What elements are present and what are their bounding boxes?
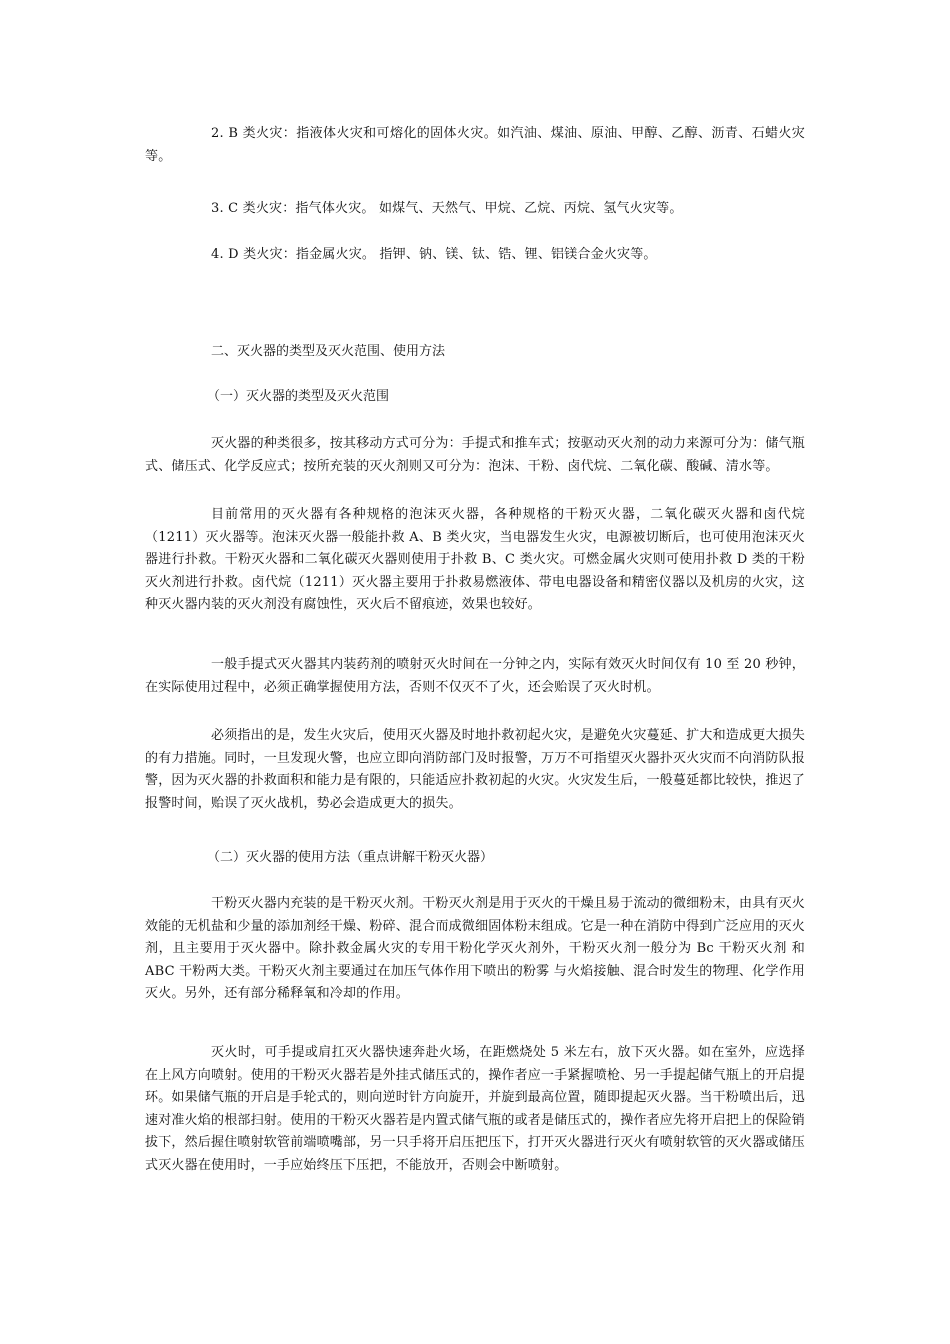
usage-method-paragraph: 灭火时，可手提或肩扛灭火器快速奔赴火场，在距燃烧处 5 米左右，放下灭火器。如在室外，应选择在上风方向喷射。使用的干粉灭火器若是外挂式储压式的，操作者应一手紧握喷枪、另一手提起储气瓶上的开启提环。如果储气瓶的开启是手轮式的，则向逆时针方向旋开，并旋到最高位置，随即提起灭火器。当干粉喷出后，迅速对准火焰的根部扫射。使用的干粉灭火器若是内置式储气瓶的或者是储压式的，操作者应先将开启把上的保险销拔下，然后握住喷射软管前端喷嘴部，另一只手将开启压把压下，打开灭火器进行灭火有喷射软管的灭火器或储压式灭火器在使用时，一手应始终压下压把，不能放开，否则会中断喷射。	[145, 1045, 806, 1173]
alarm-paragraph: 必须指出的是，发生火灾后，使用灭火器及时地扑救初起火灾，是避免火灾蔓延、扩大和造成更大损失的有力措施。同时，一旦发现火警，也应立即向消防部门及时报警，万万不可指望灭火器扑灭火灾而不向消防队报警，因为灭火器的扑救面积和能力是有限的，只能适应扑救初起的火灾。火灾发生后，一般蔓延都比较快，推迟了报警时间，贻误了灭火战机，势必会造成更大的损失。	[145, 728, 806, 811]
fire-class-d-paragraph: 4. D 类火灾：指金属火灾。 指钾、钠、镁、钛、锆、锂、铝镁合金火灾等。	[211, 247, 657, 262]
common-extinguishers-paragraph: 目前常用的灭火器有各种规格的泡沫灭火器，各种规格的干粉灭火器，二氧化碳灭火器和卤代烷（1211）灭火器等。泡沫灭火器一般能扑救 A、B 类火灾，当电器发生火灾，电源被切断后，也可使用泡沫灭火器进行扑救。干粉灭火器和二氧化碳灭火器则使用于扑救 B、C 类火灾。可燃金属火灾则可使用扑救 D 类的干粉灭火剂进行扑救。卤代烷（1211）灭火器主要用于扑救易燃液体、带电电器设备和精密仪器以及机房的火灾，这种灭火器内装的灭火剂没有腐蚀性，灭火后不留痕迹，效果也较好。	[145, 507, 805, 613]
subsection-1-heading: （一）灭火器的类型及灭火范围	[207, 389, 390, 404]
spray-time-paragraph: 一般手提式灭火器其内装药剂的喷射灭火时间在一分钟之内，实际有效灭火时间仅有 10 至 20 秒钟，在实际使用过程中，必须正确掌握使用方法，否则不仅灭不了火，还会贻误了灭火时机。	[145, 657, 805, 695]
section-2-heading: 二、灭火器的类型及灭火范围、使用方法	[211, 344, 446, 359]
subsection-2-heading: （二）灭火器的使用方法（重点讲解干粉灭火器）	[207, 850, 494, 865]
fire-class-c-paragraph: 3. C 类火灾：指气体火灾。 如煤气、天然气、甲烷、乙烷、丙烷、氢气火灾等。	[211, 201, 683, 216]
dry-powder-paragraph: 干粉灭火器内充装的是干粉灭火剂。干粉灭火剂是用于灭火的干燥且易于流动的微细粉末，由具有灭火效能的无机盐和少量的添加剂经干燥、粉碎、混合而成微细固体粉末组成。它是一种在消防中得到广泛应用的灭火剂，且主要用于灭火器中。除扑救金属火灾的专用干粉化学灭火剂外，干粉灭火剂一般分为 Bc 干粉灭火剂 和 ABC 干粉两大类。干粉灭火剂主要通过在加压气体作用下喷出的粉雾 与火焰接触、混合时发生的物理、化学作用灭火。另外，还有部分稀释氧和冷却的作用。	[145, 896, 806, 1002]
extinguisher-types-paragraph: 灭火器的种类很多，按其移动方式可分为：手提式和推车式；按驱动灭火剂的动力来源可分为：储气瓶式、储压式、化学反应式；按所充装的灭火剂则又可分为：泡沫、干粉、卤代烷、二氧化碳、酸碱、清水等。	[145, 436, 806, 474]
fire-class-b-paragraph: 2. B 类火灾：指液体火灾和可熔化的固体火灾。如汽油、煤油、原油、甲醇、乙醇、沥青、石蜡火灾等。	[145, 126, 805, 164]
